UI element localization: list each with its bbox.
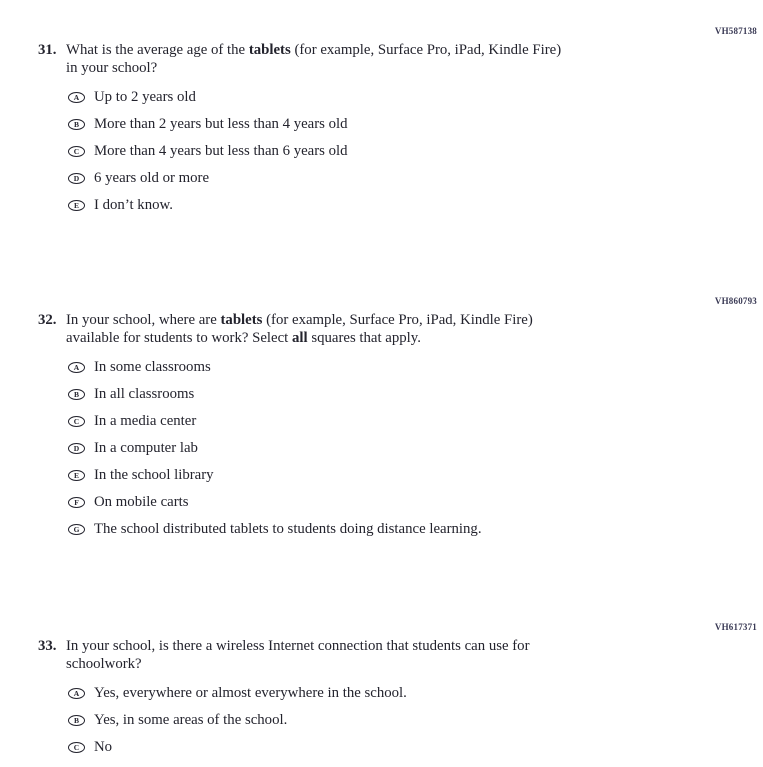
answer-option-label: 6 years old or more — [94, 170, 210, 186]
answer-bubble-icon[interactable]: C — [68, 742, 85, 753]
answer-bubble-icon[interactable]: E — [68, 470, 85, 481]
options — [68, 686, 757, 755]
answer-bubble-icon[interactable]: B — [68, 119, 85, 130]
answer-option-b[interactable] — [68, 713, 757, 728]
answer-option-c[interactable] — [68, 144, 757, 159]
question-number: 33. — [38, 638, 57, 654]
answer-option-d[interactable] — [68, 441, 757, 456]
answer-bubble-icon[interactable]: D — [68, 173, 85, 184]
answer-option-label: The school distributed tablets to students doing distance learning. — [94, 521, 482, 537]
answer-option-label: Up to 2 years old — [94, 89, 196, 105]
answer-bubble-icon[interactable]: A — [68, 688, 85, 699]
answer-option-label: Yes, everywhere or almost everywhere in the school. — [94, 685, 407, 701]
options — [68, 360, 757, 537]
answer-bubble-icon[interactable]: F — [68, 497, 85, 508]
answer-option-g[interactable] — [68, 522, 757, 537]
answer-option-d[interactable] — [68, 171, 757, 186]
answer-option-c[interactable] — [68, 414, 757, 429]
answer-option-label: No — [94, 739, 113, 755]
answer-option-label: In some classrooms — [94, 359, 211, 375]
answer-option-label: In all classrooms — [94, 386, 195, 402]
question-accession-code: VH617371 — [714, 622, 757, 632]
answer-option-e[interactable] — [68, 468, 757, 483]
question-number: 31. — [38, 42, 57, 58]
question-accession-code: VH860793 — [714, 296, 757, 306]
question-text: What is the average age of the tablets (for example, Surface Pro, iPad, Kindle Fire) in your school? — [66, 42, 562, 76]
answer-option-label: In the school library — [94, 467, 214, 483]
answer-bubble-icon[interactable]: B — [68, 389, 85, 400]
answer-option-label: More than 4 years but less than 6 years old — [94, 143, 348, 159]
question-32 — [38, 296, 757, 549]
answer-option-label: I don’t know. — [94, 197, 173, 213]
answer-option-a[interactable] — [68, 90, 757, 105]
answer-option-label: Yes, in some areas of the school. — [94, 712, 288, 728]
answer-bubble-icon[interactable]: C — [68, 416, 85, 427]
answer-option-b[interactable] — [68, 387, 757, 402]
question-text: In your school, is there a wireless Internet connection that students can use for schoolwork? — [66, 638, 530, 672]
answer-bubble-icon[interactable]: B — [68, 715, 85, 726]
answer-bubble-icon[interactable]: E — [68, 200, 85, 211]
answer-option-f[interactable] — [68, 495, 757, 510]
question-text: In your school, where are tablets (for example, Surface Pro, iPad, Kindle Fire) available for students to work? Select all squares that apply. — [66, 312, 533, 346]
answer-option-label: More than 2 years but less than 4 years old — [94, 116, 348, 132]
answer-bubble-icon[interactable]: C — [68, 146, 85, 157]
answer-bubble-icon[interactable]: D — [68, 443, 85, 454]
answer-bubble-icon[interactable]: A — [68, 92, 85, 103]
question-number: 32. — [38, 312, 57, 328]
answer-option-label: On mobile carts — [94, 494, 189, 510]
question-33 — [38, 622, 757, 767]
answer-option-e[interactable] — [68, 198, 757, 213]
answer-option-c[interactable] — [68, 740, 757, 755]
question-31 — [38, 26, 757, 225]
options — [68, 90, 757, 213]
answer-bubble-icon[interactable]: G — [68, 524, 85, 535]
answer-option-a[interactable] — [68, 686, 757, 701]
answer-option-a[interactable] — [68, 360, 757, 375]
answer-option-label: In a computer lab — [94, 440, 198, 456]
question-accession-code: VH587138 — [714, 26, 757, 36]
answer-bubble-icon[interactable]: A — [68, 362, 85, 373]
answer-option-label: In a media center — [94, 413, 197, 429]
answer-option-b[interactable] — [68, 117, 757, 132]
